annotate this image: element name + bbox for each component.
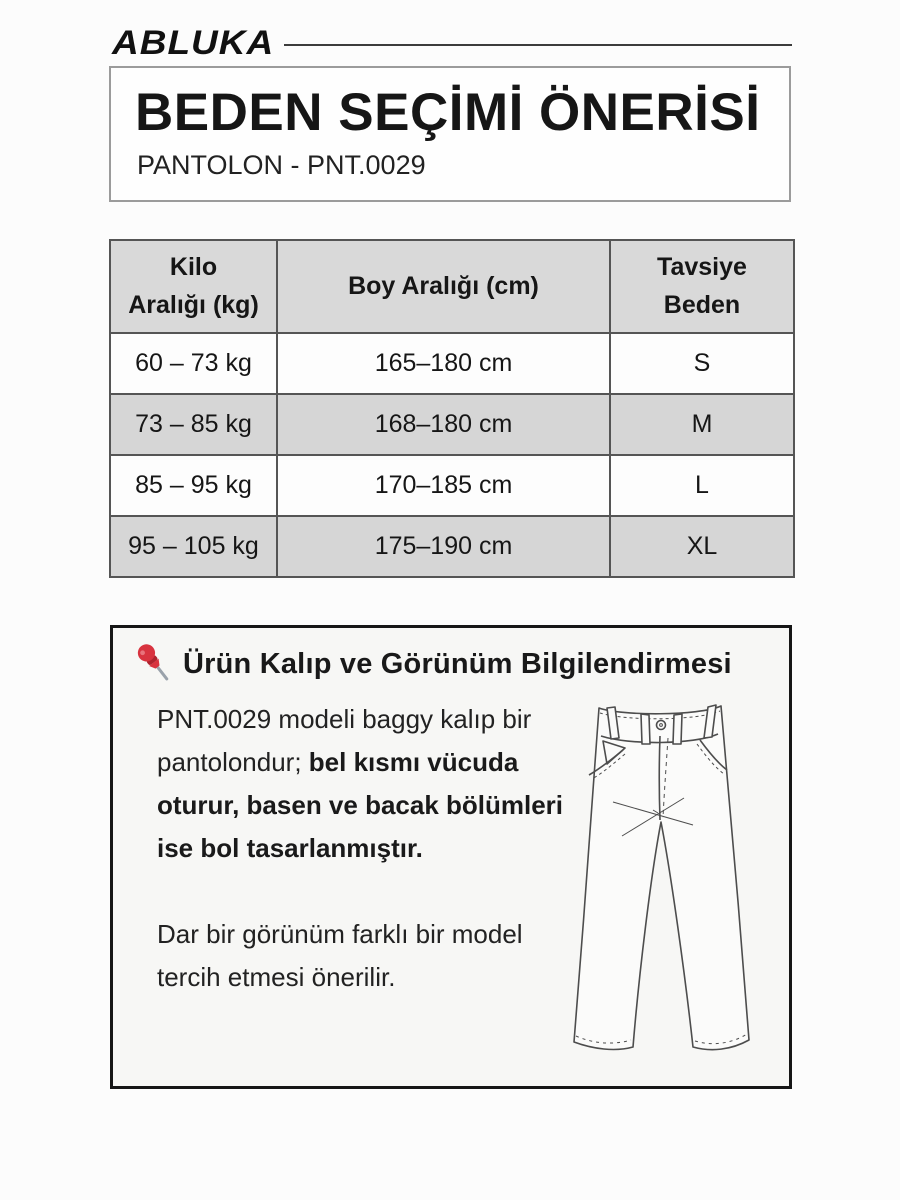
table-row <box>110 455 794 516</box>
info-title-row <box>131 641 789 687</box>
table-row <box>110 516 794 577</box>
table-header-row <box>110 240 794 333</box>
col-header-size: Tavsiye Beden <box>610 240 794 333</box>
cell-recommended-size: M <box>610 394 794 455</box>
brand-row <box>112 23 792 62</box>
page-title: BEDEN SEÇİMİ ÖNERİSİ <box>135 83 761 142</box>
cell-height-range: 175–190 cm <box>277 516 610 577</box>
fit-recommendation: Dar bir görünüm farklı bir model tercih etmesi önerilir. <box>157 919 523 992</box>
table-row <box>110 394 794 455</box>
pants-sketch <box>559 692 794 1082</box>
brand-logo: ABLUKA <box>112 23 275 62</box>
fit-info-box <box>110 625 792 1089</box>
cell-weight-range: 73 – 85 kg <box>110 394 277 455</box>
cell-recommended-size: XL <box>610 516 794 577</box>
info-title: Ürün Kalıp ve Görünüm Bilgilendirmesi <box>183 647 732 680</box>
cell-height-range: 165–180 cm <box>277 333 610 394</box>
product-code: PANTOLON - PNT.0029 <box>137 150 426 180</box>
cell-weight-range: 85 – 95 kg <box>110 455 277 516</box>
cell-height-range: 170–185 cm <box>277 455 610 516</box>
cell-recommended-size: S <box>610 333 794 394</box>
brand-divider-line <box>284 44 792 46</box>
fit-description: PNT.0029 modeli baggy kalıp bir pantolondur; bel kısmı vücuda oturur, basen ve bacak bölümleri ise bol tasarlanmıştır. <box>157 704 564 863</box>
cell-recommended-size: L <box>610 455 794 516</box>
cell-weight-range: 95 – 105 kg <box>110 516 277 577</box>
col-header-weight: Kilo Aralığı (kg) <box>110 240 277 333</box>
cell-weight-range: 60 – 73 kg <box>110 333 277 394</box>
cell-height-range: 168–180 cm <box>277 394 610 455</box>
col-header-height: Boy Aralığı (cm) <box>277 240 610 333</box>
size-table <box>109 239 795 578</box>
info-text <box>157 698 581 999</box>
table-row <box>110 333 794 394</box>
pushpin-icon <box>131 641 171 687</box>
title-box <box>109 66 791 202</box>
